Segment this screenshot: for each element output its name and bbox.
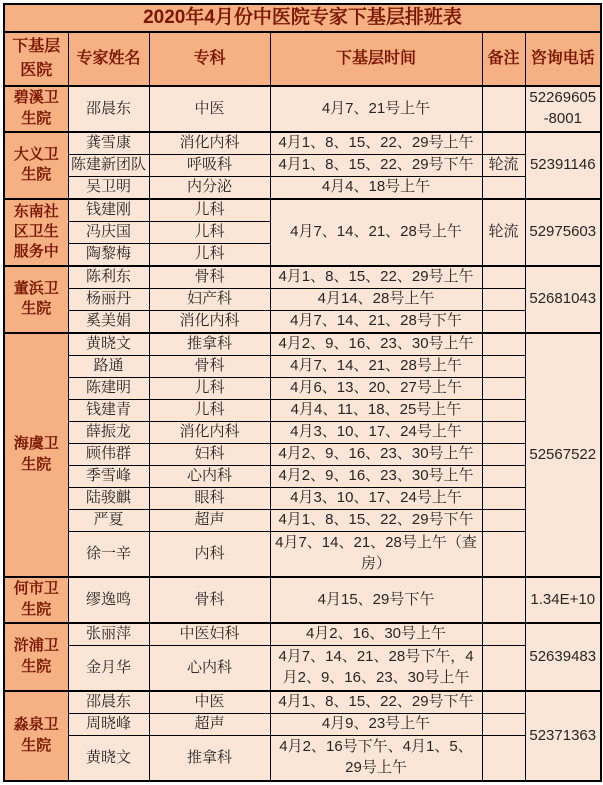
- note-cell: [482, 355, 525, 377]
- expert-name-cell: 冯庆国: [68, 221, 149, 243]
- table-row: [4, 421, 601, 443]
- dept-cell: 心内科: [149, 645, 270, 691]
- dept-cell: 儿科: [149, 399, 270, 421]
- phone-cell: 52567522: [525, 333, 601, 577]
- note-cell: [482, 266, 525, 289]
- col-header-expert-name: 专家姓名: [68, 32, 149, 86]
- dept-cell: 骨科: [149, 577, 270, 623]
- expert-name-cell: 顾伟群: [68, 443, 149, 465]
- table-row: [4, 199, 601, 222]
- note-cell: [482, 623, 525, 646]
- table-row: [4, 86, 601, 132]
- col-header-dept: 专科: [149, 32, 270, 86]
- table-row: [4, 355, 601, 377]
- expert-name-cell: 薛振龙: [68, 421, 149, 443]
- hospital-cell: 碧溪卫生院: [4, 86, 68, 132]
- dept-cell: 儿科: [149, 377, 270, 399]
- note-cell: [482, 310, 525, 333]
- table-row: [4, 735, 601, 781]
- dept-cell: 心内科: [149, 465, 270, 487]
- dept-cell: 呼吸科: [149, 154, 270, 176]
- dept-cell: 妇产科: [149, 288, 270, 310]
- dept-cell: 超声: [149, 713, 270, 735]
- phone-cell: 1.34E+10: [525, 577, 601, 623]
- dept-cell: 消化内科: [149, 421, 270, 443]
- title-row: [4, 4, 601, 32]
- note-cell: [482, 399, 525, 421]
- note-cell: [482, 421, 525, 443]
- hospital-cell: 海虞卫生院: [4, 333, 68, 577]
- note-cell: [482, 531, 525, 577]
- dept-cell: 消化内科: [149, 310, 270, 333]
- table-row: [4, 288, 601, 310]
- dept-cell: 推拿科: [149, 333, 270, 356]
- table-row: [4, 623, 601, 646]
- hospital-cell: 浒浦卫生院: [4, 623, 68, 691]
- expert-name-cell: 徐一辛: [68, 531, 149, 577]
- time-cell: 4月1、8、15、22、29号下午: [270, 509, 482, 531]
- table-row: [4, 443, 601, 465]
- expert-name-cell: 路通: [68, 355, 149, 377]
- time-cell: 4月2、9、16、23、30号上午: [270, 465, 482, 487]
- note-cell: [482, 443, 525, 465]
- expert-name-cell: 龚雪康: [68, 132, 149, 155]
- time-cell: 4月14、28号上午: [270, 288, 482, 310]
- expert-name-cell: 陈建明: [68, 377, 149, 399]
- note-cell: [482, 487, 525, 509]
- dept-cell: 儿科: [149, 243, 270, 266]
- time-cell: 4月7、21号上午: [270, 86, 482, 132]
- dept-cell: 超声: [149, 509, 270, 531]
- dept-cell: 骨科: [149, 355, 270, 377]
- phone-cell: 52371363: [525, 691, 601, 781]
- table-row: [4, 509, 601, 531]
- time-cell: 4月1、8、15、22、29号上午: [270, 132, 482, 155]
- note-cell: [482, 509, 525, 531]
- hospital-cell: 董浜卫生院: [4, 266, 68, 333]
- expert-name-cell: 严夏: [68, 509, 149, 531]
- time-cell: 4月1、8、15、22、29号下午: [270, 154, 482, 176]
- dept-cell: 骨科: [149, 266, 270, 289]
- expert-name-cell: 钱建青: [68, 399, 149, 421]
- note-cell: [482, 132, 525, 155]
- phone-cell: 52391146: [525, 132, 601, 199]
- dept-cell: 儿科: [149, 199, 270, 222]
- table-row: [4, 266, 601, 289]
- note-cell: [482, 713, 525, 735]
- table-row: [4, 310, 601, 333]
- expert-name-cell: 金月华: [68, 645, 149, 691]
- expert-name-cell: 缪逸鸣: [68, 577, 149, 623]
- hospital-cell: 何市卫生院: [4, 577, 68, 623]
- expert-name-cell: 邵晨东: [68, 691, 149, 714]
- expert-name-cell: 季雪峰: [68, 465, 149, 487]
- time-cell: 4月15、29号下午: [270, 577, 482, 623]
- table-row: [4, 465, 601, 487]
- table-row: [4, 377, 601, 399]
- time-cell: 4月7、14、21、28号上午: [270, 199, 482, 266]
- table-row: [4, 577, 601, 623]
- dept-cell: 儿科: [149, 221, 270, 243]
- time-cell: 4月2、9、16、23、30号上午: [270, 333, 482, 356]
- table-row: [4, 531, 601, 577]
- time-cell: 4月4、11、18、25号上午: [270, 399, 482, 421]
- col-header-hospital: 下基层医院: [4, 32, 68, 86]
- time-cell: 4月1、8、15、22、29号上午: [270, 266, 482, 289]
- expert-name-cell: 杨丽丹: [68, 288, 149, 310]
- time-cell: 4月2、9、16、23、30号上午: [270, 443, 482, 465]
- dept-cell: 推拿科: [149, 735, 270, 781]
- expert-name-cell: 陈利东: [68, 266, 149, 289]
- note-cell: [482, 691, 525, 714]
- time-cell: 4月9、23号上午: [270, 713, 482, 735]
- time-cell: 4月7、14、21、28号上午: [270, 355, 482, 377]
- dept-cell: 内科: [149, 531, 270, 577]
- expert-name-cell: 陈建新团队: [68, 154, 149, 176]
- expert-name-cell: 黄晓文: [68, 735, 149, 781]
- expert-name-cell: 钱建刚: [68, 199, 149, 222]
- expert-name-cell: 陶黎梅: [68, 243, 149, 266]
- note-cell: [482, 577, 525, 623]
- time-cell: 4月3、10、17、24号上午: [270, 487, 482, 509]
- hospital-cell: 淼泉卫生院: [4, 691, 68, 781]
- schedule-table: [3, 3, 602, 782]
- phone-cell: 52975603: [525, 199, 601, 266]
- time-cell: 4月4、18号上午: [270, 176, 482, 199]
- note-cell: [482, 86, 525, 132]
- dept-cell: 中医妇科: [149, 623, 270, 646]
- expert-name-cell: 张丽萍: [68, 623, 149, 646]
- dept-cell: 内分泌: [149, 176, 270, 199]
- table-row: [4, 399, 601, 421]
- expert-name-cell: 陆骏麒: [68, 487, 149, 509]
- table-row: [4, 691, 601, 714]
- time-cell: 4月6、13、20、27号上午: [270, 377, 482, 399]
- note-cell: [482, 333, 525, 356]
- table-row: [4, 333, 601, 356]
- phone-cell: 52269605-8001: [525, 86, 601, 132]
- col-header-phone: 咨询电话: [525, 32, 601, 86]
- note-cell: [482, 735, 525, 781]
- dept-cell: 消化内科: [149, 132, 270, 155]
- page-title: 2020年4月份中医院专家下基层排班表: [4, 4, 601, 32]
- col-header-note: 备注: [482, 32, 525, 86]
- time-cell: 4月1、8、15、22、29号下午: [270, 691, 482, 714]
- time-cell: 4月7、14、21、28号下午: [270, 310, 482, 333]
- note-cell: 轮流: [482, 199, 525, 266]
- dept-cell: 妇科: [149, 443, 270, 465]
- dept-cell: 中医: [149, 86, 270, 132]
- table-row: [4, 132, 601, 155]
- time-cell: 4月3、10、17、24号上午: [270, 421, 482, 443]
- dept-cell: 眼科: [149, 487, 270, 509]
- phone-cell: 52639483: [525, 623, 601, 691]
- note-cell: [482, 645, 525, 691]
- dept-cell: 中医: [149, 691, 270, 714]
- table-row: [4, 487, 601, 509]
- expert-name-cell: 奚美娟: [68, 310, 149, 333]
- note-cell: [482, 176, 525, 199]
- note-cell: 轮流: [482, 154, 525, 176]
- table-row: [4, 154, 601, 176]
- col-header-time: 下基层时间: [270, 32, 482, 86]
- note-cell: [482, 465, 525, 487]
- time-cell: 4月2、16、30号上午: [270, 623, 482, 646]
- table-row: [4, 713, 601, 735]
- expert-name-cell: 黄晓文: [68, 333, 149, 356]
- hospital-cell: 东南社区卫生服务中: [4, 199, 68, 266]
- time-cell: 4月7、14、21、28号下午，4月2、9、16、23、30号上午: [270, 645, 482, 691]
- table-row: [4, 176, 601, 199]
- expert-name-cell: 吴卫明: [68, 176, 149, 199]
- expert-name-cell: 邵晨东: [68, 86, 149, 132]
- expert-name-cell: 周晓峰: [68, 713, 149, 735]
- time-cell: 4月7、14、21、28号上午（查房）: [270, 531, 482, 577]
- note-cell: [482, 377, 525, 399]
- table-row: [4, 645, 601, 691]
- phone-cell: 52681043: [525, 266, 601, 333]
- note-cell: [482, 288, 525, 310]
- header-row: [4, 32, 601, 86]
- time-cell: 4月2、16号下午、4月1、5、29号上午: [270, 735, 482, 781]
- hospital-cell: 大义卫生院: [4, 132, 68, 199]
